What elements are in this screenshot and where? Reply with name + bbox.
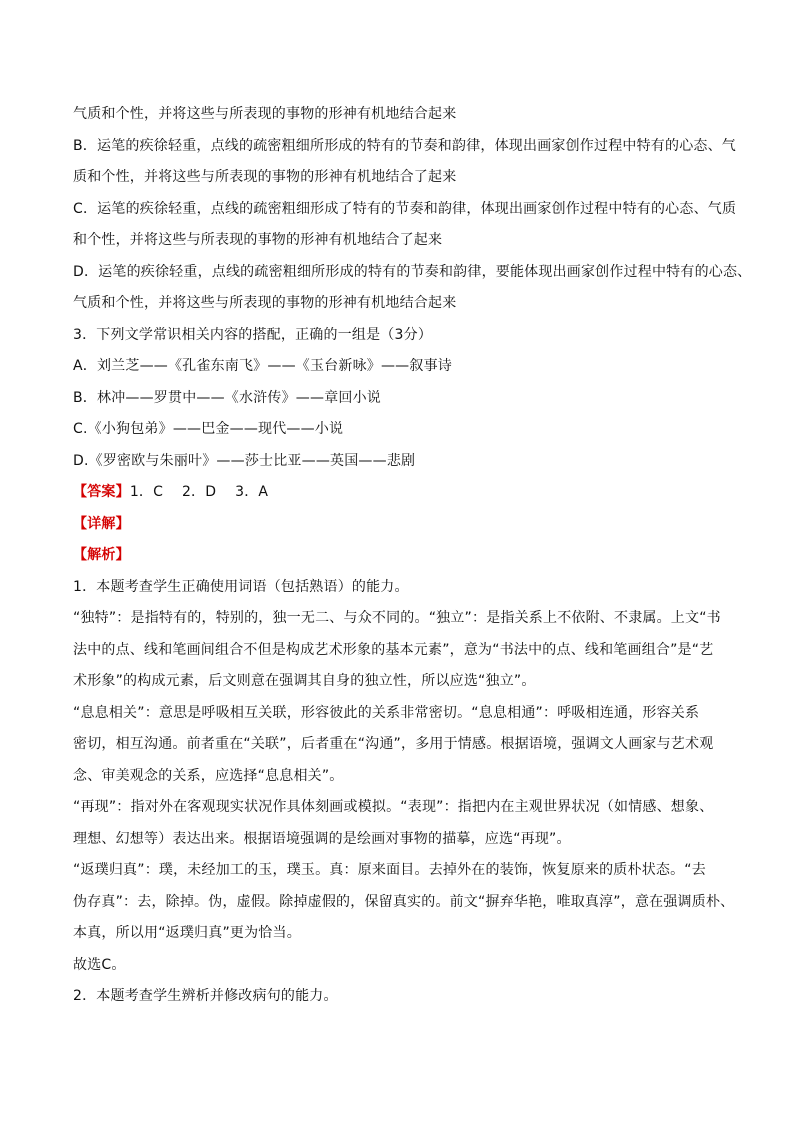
analysis-line: 术形象”的构成元素，后文则意在强调其自身的独立性，所以应选“独立”。 — [73, 673, 536, 689]
analysis-line: 2．本题考查学生辨析并修改病句的能力。 — [73, 988, 338, 1004]
option-d-line-1: D．运笔的疾徐轻重，点线的疏密粗细所形成的特有的节奏和韵律，要能体现出画家创作过程中特有的心态、 — [73, 263, 752, 280]
analysis-line: 伪存真”：去，除掉。伪，虚假。除掉虚假的，保留真实的。前文“摒弃华艳，唯取真淳”，意在强调质朴、 — [73, 893, 735, 910]
analysis-line: “返璞归真”：璞，未经加工的玉，璞玉。真：原来面目。去掉外在的装饰，恢复原来的质朴状态。“去 — [73, 862, 706, 878]
option-b-line-2: 质和个性，并将这些与所表现的事物的形神有机地结合了起来 — [73, 169, 457, 185]
analysis-conclusion: 故选C。 — [73, 956, 126, 973]
detail-tag: 【详解】 — [73, 515, 130, 532]
analysis-line: 密切，相互沟通。前者重在“关联”，后者重在“沟通”，多用于情感。根据语境，强调文人画家与艺术观 — [73, 736, 714, 752]
analysis-line: 法中的点、线和笔画间组合不但是构成艺术形象的基本元素”，意为“书法中的点、线和笔画组合”是“艺 — [73, 641, 714, 658]
option-d-line-2: 气质和个性，并将这些与所表现的事物的形神有机地结合起来 — [73, 295, 457, 311]
analysis-line: “独特”：是指特有的，特别的，独一无二、与众不同的。“独立”：是指关系上不依附、不隶属。上文“书 — [73, 610, 721, 626]
question-3-stem: 3．下列文学常识相关内容的搭配，正确的一组是（3分） — [73, 326, 433, 343]
analysis-tag: 【解析】 — [73, 547, 130, 563]
document-body — [73, 99, 752, 1013]
answer-tag: 【答案】 — [73, 484, 130, 500]
analysis-line: 1．本题考查学生正确使用词语（包括熟语）的能力。 — [73, 578, 409, 595]
analysis-line: 理想、幻想等）表达出来。根据语境强调的是绘画对事物的描摹，应选“再现”。 — [73, 830, 571, 847]
question-3-option-c: C.《小狗包弟》——巴金——现代——小说 — [73, 421, 344, 437]
question-3-option-d: D.《罗密欧与朱丽叶》——莎士比亚——英国——悲剧 — [73, 452, 416, 469]
question-3-option-b: B．林冲——罗贯中——《水浒传》——章回小说 — [73, 389, 382, 406]
answer-text: 1．C 2．D 3．A — [129, 484, 269, 500]
text-line: 气质和个性，并将这些与所表现的事物的形神有机地结合起来 — [73, 106, 457, 122]
option-c-line-1: C．运笔的疾徐轻重，点线的疏密粗细形成了特有的节奏和韵律，体现出画家创作过程中特有的心态、气质 — [73, 200, 737, 217]
analysis-line: 本真，所以用“返璞归真”更为恰当。 — [73, 925, 301, 941]
analysis-line: “息息相关”：意思是呼吸相互关联，形容彼此的关系非常密切。“息息相通”：呼吸相连通，形容关系 — [73, 704, 700, 721]
option-b-line-1: B．运笔的疾徐轻重，点线的疏密粗细所形成的特有的节奏和韵律，体现出画家创作过程中特有的心态、气 — [73, 137, 737, 154]
option-c-line-2: 和个性，并将这些与所表现的事物的形神有机地结合了起来 — [73, 232, 443, 248]
answer-line — [73, 477, 733, 509]
analysis-line: 念、审美观念的关系，应选择“息息相关”。 — [73, 767, 344, 784]
analysis-line: “再现”：指对外在客观现实状况作具体刻画或模拟。“表现”：指把内在主观世界状况（如情感、想象、 — [73, 799, 714, 815]
question-3-option-a: A．刘兰芝——《孔雀东南飞》——《玉台新咏》——叙事诗 — [73, 358, 452, 374]
